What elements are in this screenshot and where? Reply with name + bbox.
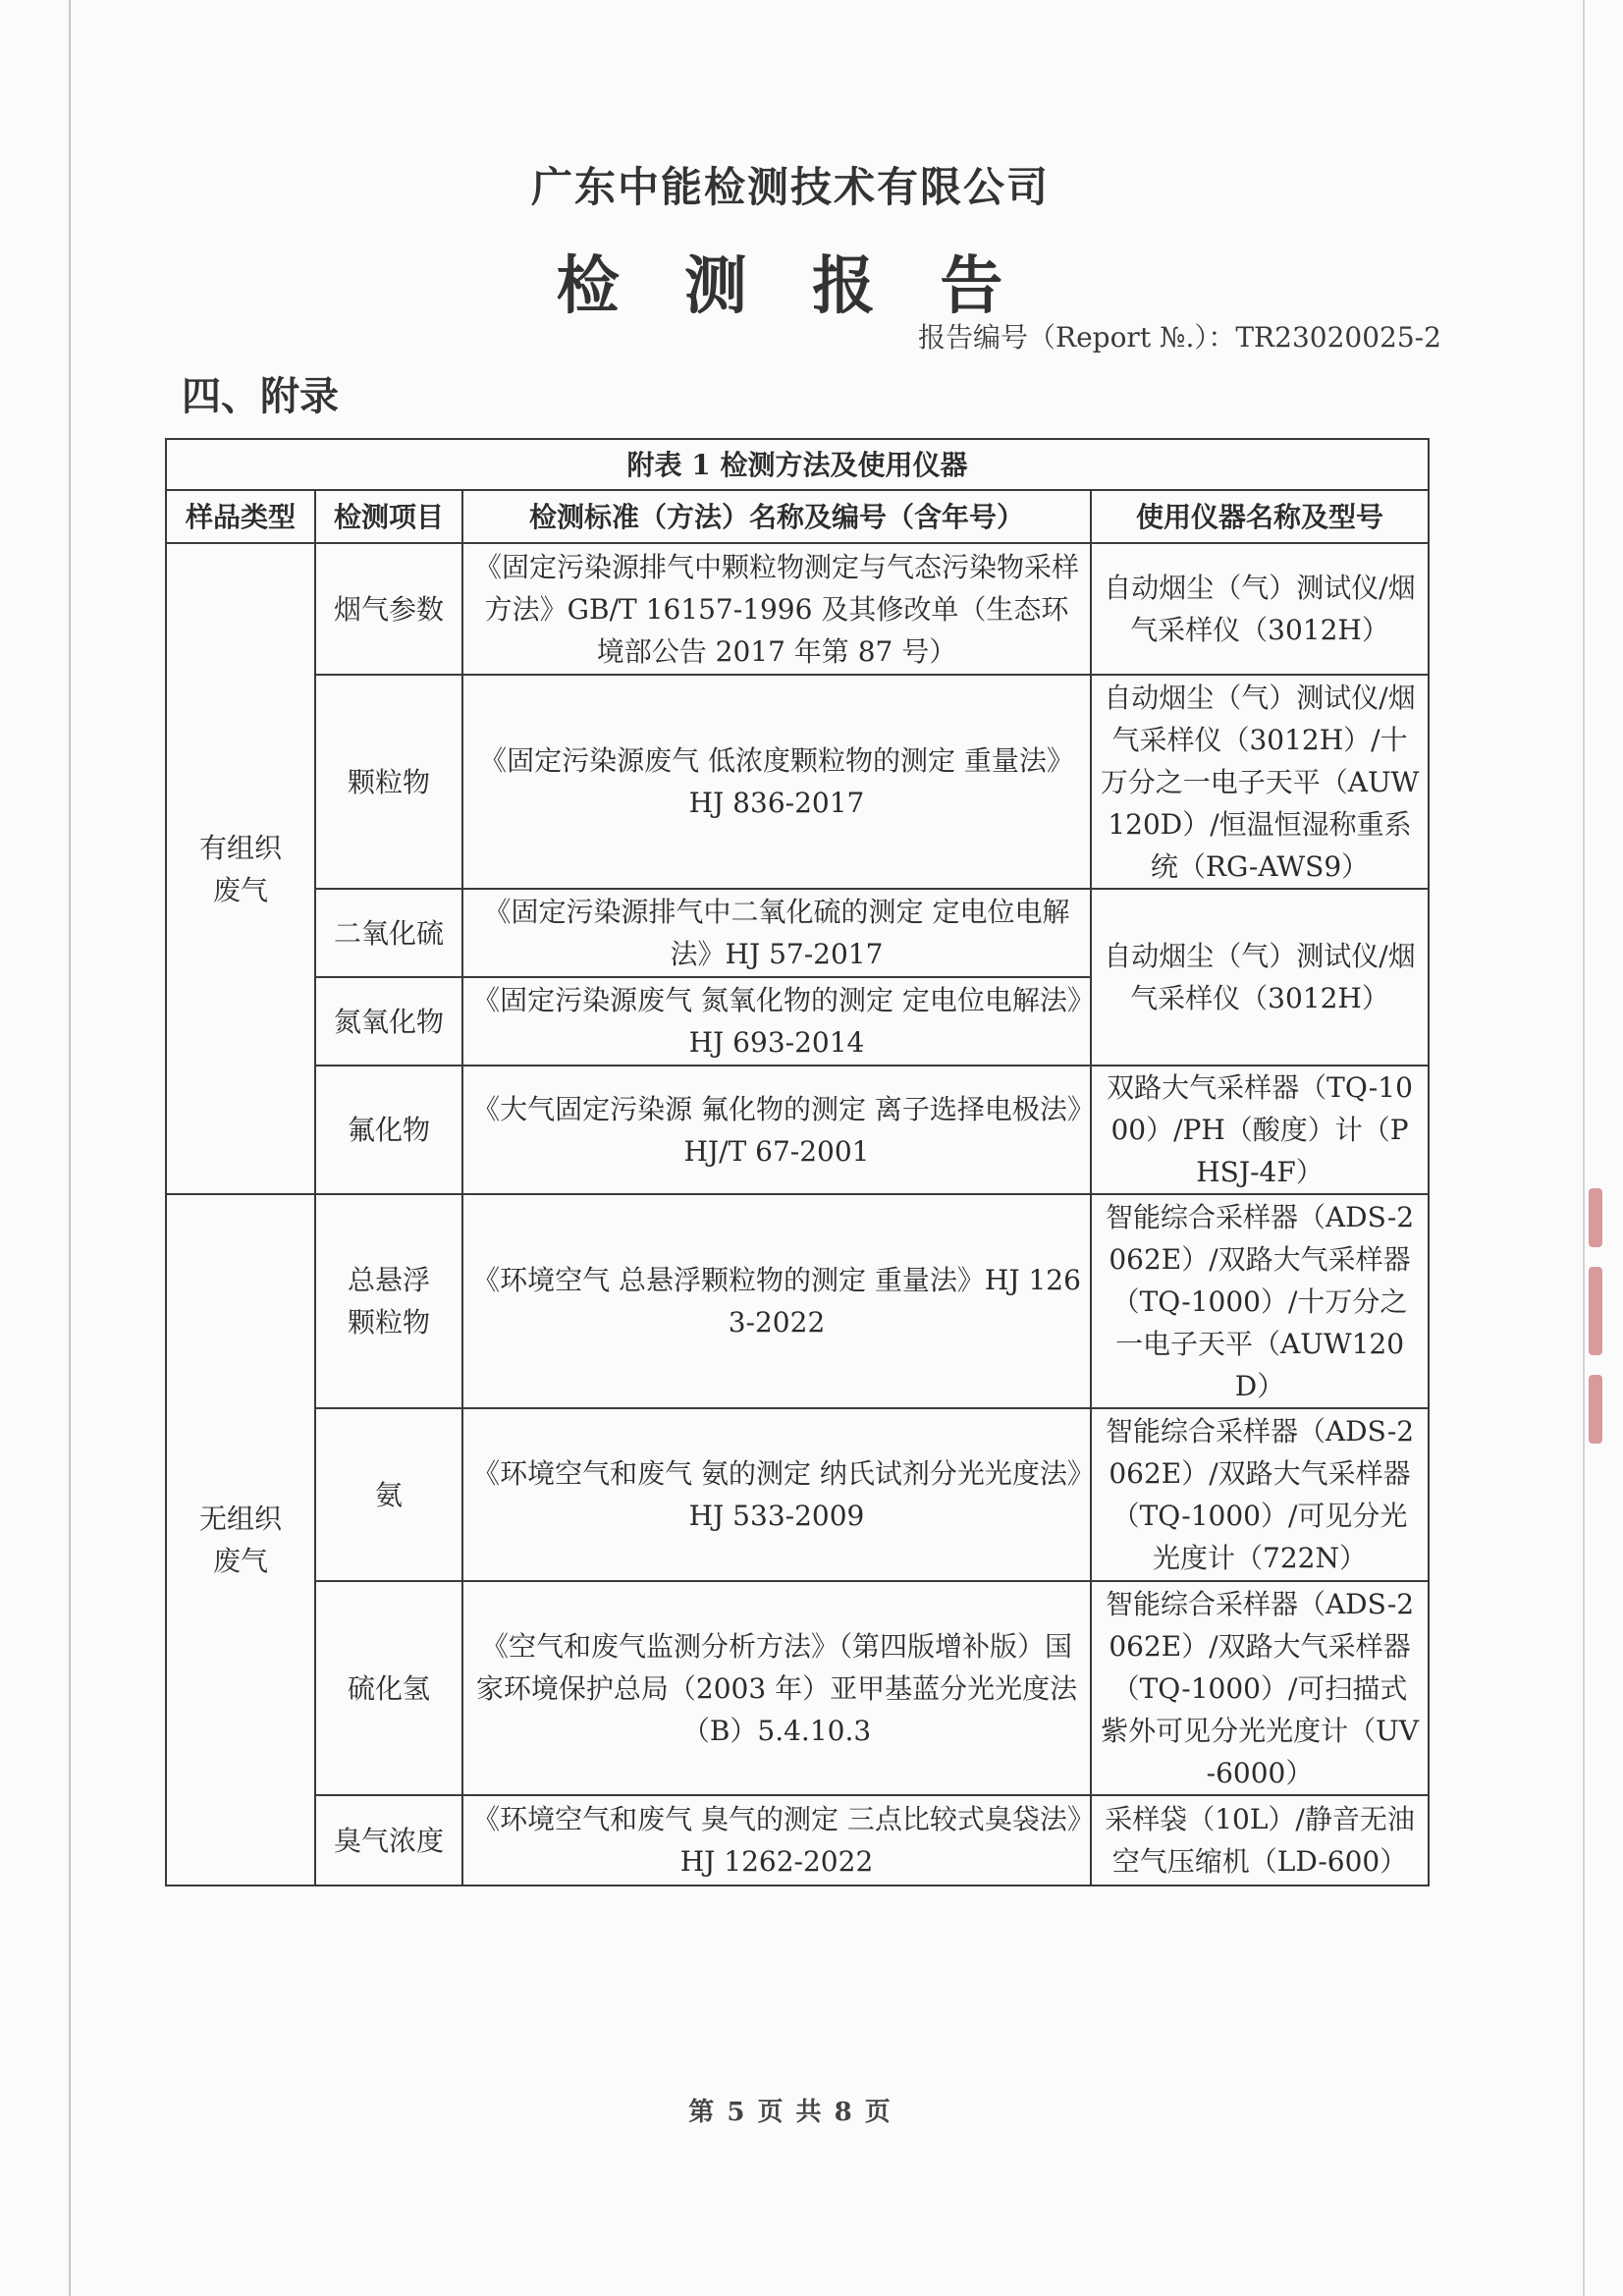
section-title: 四、附录 <box>182 373 339 419</box>
method-cell: 《固定污染源排气中二氧化硫的测定 定电位电解法》HJ 57-2017 <box>462 889 1091 977</box>
seam-stamp-fragment <box>1589 1267 1602 1355</box>
table-row <box>166 1408 1429 1581</box>
method-cell: 《大气固定污染源 氟化物的测定 离子选择电极法》HJ/T 67-2001 <box>462 1066 1091 1194</box>
table-caption: 附表 1 检测方法及使用仪器 <box>166 439 1429 490</box>
test-item: 烟气参数 <box>315 543 462 675</box>
test-item: 硫化氢 <box>315 1581 462 1795</box>
header-instrument: 使用仪器名称及型号 <box>1091 490 1429 543</box>
method-cell: 《环境空气和废气 臭气的测定 三点比较式臭袋法》HJ 1262-2022 <box>462 1795 1091 1886</box>
method-cell: 《固定污染源废气 氮氧化物的测定 定电位电解法》HJ 693-2014 <box>462 977 1091 1066</box>
instrument-cell: 智能综合采样器（ADS-2062E）/双路大气采样器（TQ-1000）/十万分之一电子天平（AUW120D） <box>1091 1194 1429 1408</box>
methods-table <box>165 438 1430 1886</box>
scan-edge-left <box>69 0 71 2296</box>
sample-type-fugitive: 无组织废气 <box>166 1194 315 1886</box>
table-row <box>166 675 1429 889</box>
test-item: 颗粒物 <box>315 675 462 889</box>
test-item: 二氧化硫 <box>315 889 462 977</box>
page-footer: 第 5 页 共 8 页 <box>688 2098 893 2127</box>
method-cell: 《固定污染源排气中颗粒物测定与气态污染物采样方法》GB/T 16157-1996 及其修改单（生态环境部公告 2017 年第 87 号） <box>462 543 1091 675</box>
method-cell: 《环境空气和废气 氨的测定 纳氏试剂分光光度法》HJ 533-2009 <box>462 1408 1091 1581</box>
instrument-cell: 智能综合采样器（ADS-2062E）/双路大气采样器（TQ-1000）/可扫描式紫外可见分光光度计（UV-6000） <box>1091 1581 1429 1795</box>
table-row <box>166 889 1429 977</box>
header-test-item: 检测项目 <box>315 490 462 543</box>
report-number-value: TR23020025-2 <box>1235 321 1441 354</box>
test-item: 氟化物 <box>315 1066 462 1194</box>
test-item: 氮氧化物 <box>315 977 462 1066</box>
method-cell: 《环境空气 总悬浮颗粒物的测定 重量法》HJ 1263-2022 <box>462 1194 1091 1408</box>
instrument-cell: 自动烟尘（气）测试仪/烟气采样仪（3012H） <box>1091 889 1429 1066</box>
table-header-row <box>166 490 1429 543</box>
instrument-cell: 自动烟尘（气）测试仪/烟气采样仪（3012H）/十万分之一电子天平（AUW120D）/恒温恒湿称重系统（RG-AWS9） <box>1091 675 1429 889</box>
table-row <box>166 543 1429 675</box>
header-sample-type: 样品类型 <box>166 490 315 543</box>
sample-type-organized: 有组织废气 <box>166 543 315 1194</box>
instrument-cell: 自动烟尘（气）测试仪/烟气采样仪（3012H） <box>1091 543 1429 675</box>
table-row <box>166 1066 1429 1194</box>
table-row <box>166 1581 1429 1795</box>
seam-stamp-fragment <box>1589 1188 1602 1247</box>
test-item: 臭气浓度 <box>315 1795 462 1886</box>
report-title: 检 测 报 告 <box>556 249 1025 323</box>
table-row <box>166 1795 1429 1886</box>
report-number-label: 报告编号（Report №.）： <box>918 321 1236 354</box>
seam-stamp-fragment <box>1589 1375 1602 1444</box>
company-name: 广东中能检测技术有限公司 <box>530 163 1050 211</box>
test-item: 氨 <box>315 1408 462 1581</box>
method-cell: 《固定污染源废气 低浓度颗粒物的测定 重量法》HJ 836-2017 <box>462 675 1091 889</box>
report-number <box>918 316 1441 355</box>
instrument-cell: 采样袋（10L）/静音无油空气压缩机（LD-600） <box>1091 1795 1429 1886</box>
table-row <box>166 1194 1429 1408</box>
method-cell: 《空气和废气监测分析方法》（第四版增补版）国家环境保护总局（2003 年）亚甲基蓝分光光度法（B）5.4.10.3 <box>462 1581 1091 1795</box>
scan-edge-right <box>1583 0 1585 2296</box>
instrument-cell: 智能综合采样器（ADS-2062E）/双路大气采样器（TQ-1000）/可见分光光度计（722N） <box>1091 1408 1429 1581</box>
test-item: 总悬浮颗粒物 <box>315 1194 462 1408</box>
instrument-cell: 双路大气采样器（TQ-1000）/PH（酸度）计（PHSJ-4F） <box>1091 1066 1429 1194</box>
header-method: 检测标准（方法）名称及编号（含年号） <box>462 490 1091 543</box>
